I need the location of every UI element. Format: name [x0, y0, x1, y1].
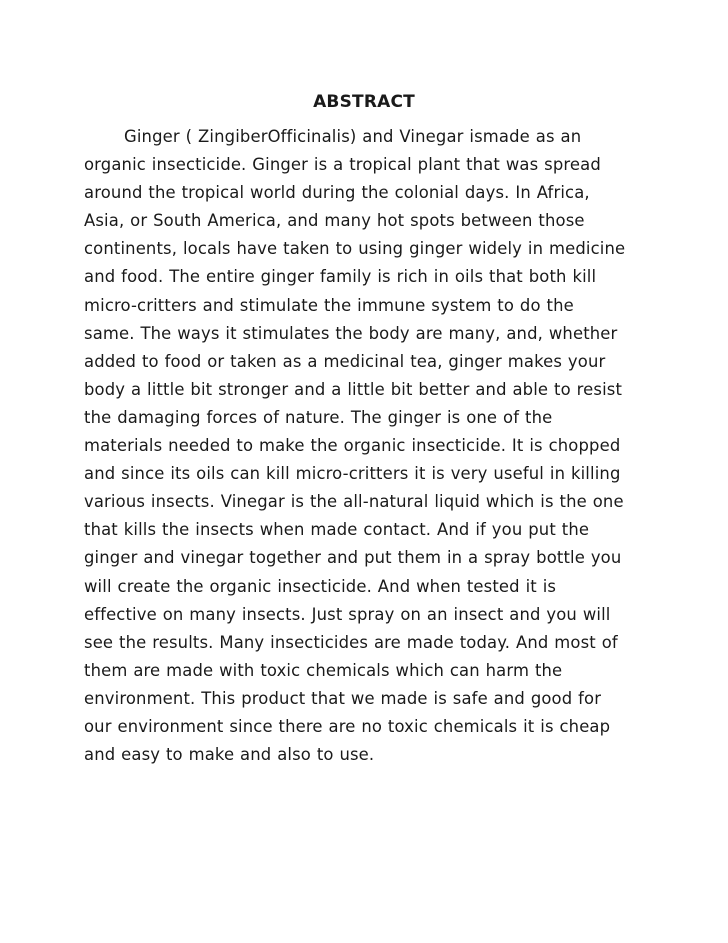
paragraph-line: body a little bit stronger and a little bit better and able to resist: [84, 379, 623, 399]
paragraph-line: them are made with toxic chemicals which can harm the: [84, 660, 563, 680]
paragraph-line: materials needed to make the organic insecticide. It is chopped: [84, 436, 621, 456]
paragraph-line: our environment since there are no toxic chemicals it is cheap: [84, 716, 611, 736]
paragraph-line: and since its oils can kill micro-critters it is very useful in killing: [84, 464, 621, 484]
paragraph-line: micro-critters and stimulate the immune system to do the: [84, 295, 574, 315]
paragraph-line: added to food or taken as a medicinal tea, ginger makes your: [84, 351, 606, 371]
paragraph-line: various insects. Vinegar is the all-natural liquid which is the one: [84, 492, 624, 512]
abstract-paragraph: [84, 123, 664, 769]
paragraph-line: and food. The entire ginger family is rich in oils that both kill: [84, 267, 597, 287]
paragraph-line: effective on many insects. Just spray on an insect and you will: [84, 604, 611, 624]
paragraph-line: around the tropical world during the colonial days. In Africa,: [84, 183, 590, 203]
paragraph-line: environment. This product that we made is safe and good for: [84, 688, 602, 708]
paragraph-line: continents, locals have taken to using ginger widely in medicine: [84, 239, 626, 259]
paragraph-line: Asia, or South America, and many hot spots between those: [84, 211, 585, 231]
paragraph-line: organic insecticide. Ginger is a tropical plant that was spread: [84, 155, 601, 175]
paragraph-line: the damaging forces of nature. The ginger is one of the: [84, 407, 553, 427]
paragraph-line: will create the organic insecticide. And when tested it is: [84, 576, 557, 596]
paragraph-line: see the results. Many insecticides are made today. And most of: [84, 632, 618, 652]
paragraph-line: and easy to make and also to use.: [84, 745, 375, 765]
abstract-title: ABSTRACT: [313, 92, 415, 112]
paragraph-line: that kills the insects when made contact. And if you put the: [84, 520, 590, 540]
paragraph-line: same. The ways it stimulates the body are many, and, whether: [84, 323, 618, 343]
paragraph-line: ginger and vinegar together and put them in a spray bottle you: [84, 548, 622, 568]
paragraph-line: Ginger ( ZingiberOfficinalis) and Vinegar ismade as an: [124, 127, 582, 146]
